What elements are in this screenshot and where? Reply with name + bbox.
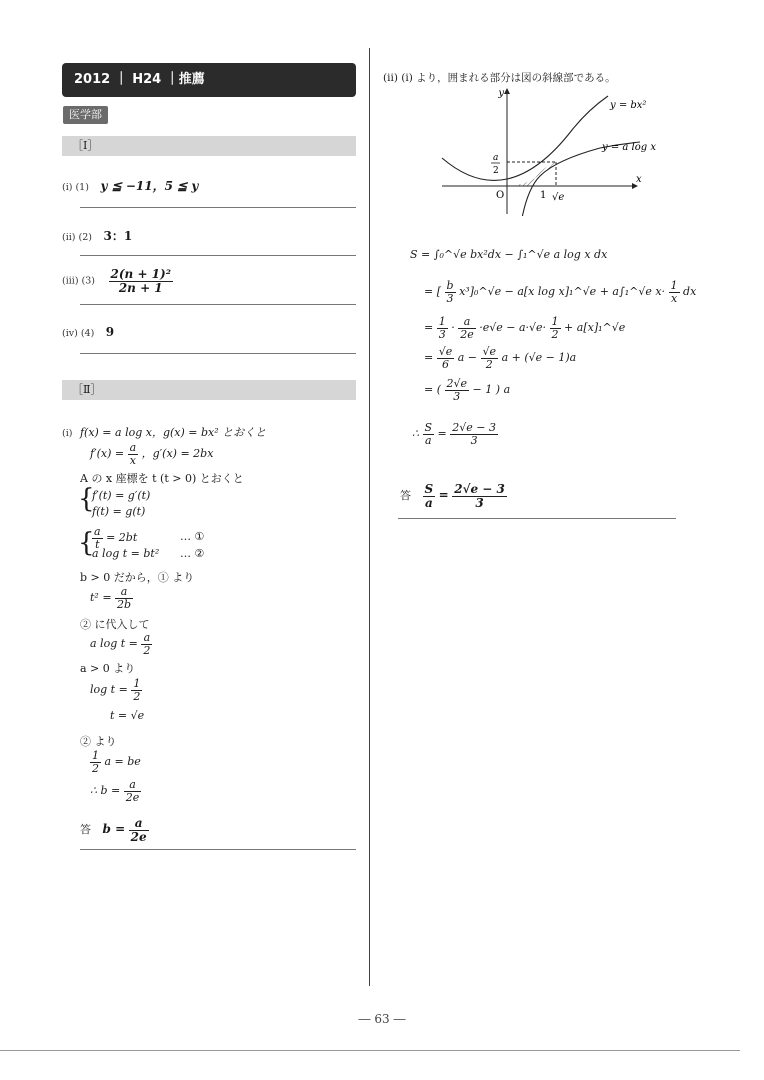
- solution-line-6: ② に代入して: [80, 618, 150, 631]
- fraction-numerator: 1: [92, 749, 99, 762]
- fraction-denominator: 2b: [117, 597, 132, 611]
- fraction-denominator: 6: [441, 357, 449, 371]
- y-tick-numerator: a: [493, 153, 499, 163]
- solution-line-3: A の x 座標を t (t > 0) とおくと: [80, 472, 244, 485]
- origin-label: O: [496, 190, 505, 201]
- hatched-region: [507, 162, 556, 186]
- math-text: + a[x]₁^√e: [564, 321, 626, 335]
- footer-rule: [0, 1050, 740, 1051]
- solution-line-13: [90, 779, 141, 803]
- math-text: f′(x) =: [90, 447, 125, 461]
- system-brace-1: {: [78, 484, 95, 514]
- calc-line-2: [424, 280, 696, 304]
- fraction-denominator: x: [129, 453, 136, 467]
- math-text: a: [503, 383, 511, 397]
- calc-line-5: = ( $\frac{2√e}{3}$ − 1 ) a: [424, 377, 511, 403]
- fraction-denominator: 2: [133, 689, 141, 703]
- fraction-numerator: √e: [482, 345, 497, 358]
- part-ii-intro: (ii) (i) より，囲まれる部分は図の斜線部である。: [383, 72, 616, 84]
- final-answer: [80, 817, 149, 843]
- fraction-numerator: 2√e − 3: [454, 482, 505, 496]
- y-axis-arrow: [504, 88, 510, 94]
- fraction-denominator: 2e: [460, 327, 474, 341]
- fraction-denominator: x: [670, 291, 678, 305]
- fraction-denominator: 2: [143, 643, 151, 657]
- math-text: f(x) = a log x，g(x) = bx² とおくと: [79, 426, 267, 439]
- answer-row-3: [62, 268, 173, 294]
- answer-label: (ii) (2): [62, 232, 92, 243]
- answer-label: (i) (1): [62, 182, 89, 193]
- fraction-denominator: 3: [475, 495, 484, 510]
- answer-mark: 答: [80, 823, 91, 837]
- x-axis-label: x: [636, 174, 642, 185]
- divider: [80, 255, 356, 256]
- solution-line-10: t = √e: [110, 709, 145, 722]
- faculty-badge: 医学部: [63, 106, 108, 124]
- final-answer-right: 答 $\frac{S}{a}$ = $\frac{2√e - 3}{3}$: [400, 482, 505, 510]
- fraction-numerator: 1: [670, 279, 678, 292]
- system-eq-1: f′(t) = g′(t): [92, 489, 151, 502]
- section-1-heading: ［Ⅰ］: [62, 136, 356, 156]
- divider: [80, 353, 356, 354]
- math-text: t² =: [90, 591, 112, 605]
- solution-line-9: [90, 678, 142, 702]
- page-number: ― 63 ―: [358, 1012, 406, 1026]
- math-text: b =: [102, 822, 126, 837]
- column-divider: [369, 48, 370, 986]
- fraction-denominator: 3: [438, 327, 446, 341]
- answer-value: 9: [105, 325, 115, 339]
- fraction-numerator: 2(n + 1)²: [110, 267, 171, 281]
- fraction-denominator: 2e: [130, 829, 147, 844]
- answer-row-1: [62, 177, 198, 194]
- divider: [80, 304, 356, 305]
- header-title-bar: 2012 ｜ H24 ｜推薦: [62, 63, 356, 97]
- math-text: ∴: [412, 427, 419, 441]
- solution-line-7: [90, 632, 152, 656]
- section-2-heading: ［Ⅱ］: [62, 380, 356, 400]
- y-axis-label: y: [498, 88, 504, 99]
- solution-line-2: [90, 442, 213, 466]
- graph-figure: [440, 86, 680, 216]
- math-text: dx: [683, 285, 697, 299]
- solution-line-11: ② より: [80, 735, 117, 748]
- fraction-numerator: a: [129, 441, 137, 454]
- math-text: = 2bt: [106, 531, 138, 545]
- curve2-label: y = a log x: [602, 142, 656, 153]
- fraction-numerator: 2√e − 3: [452, 421, 496, 434]
- fraction-numerator: a: [141, 632, 152, 645]
- answer-value: y ≦ −11，5 ≦ y: [100, 179, 199, 193]
- part-label: (i): [62, 428, 73, 439]
- math-text: x³]₀^√e − a[x log x]₁^√e + a∫₁^√e x·: [459, 285, 666, 299]
- fraction-numerator: 1: [551, 315, 559, 328]
- parabola-curve: [442, 96, 608, 180]
- fraction-numerator: 1: [438, 315, 446, 328]
- y-tick-denominator: 2: [493, 166, 499, 176]
- fraction-denominator: 2: [485, 357, 493, 371]
- math-text: a log t =: [90, 637, 138, 651]
- tick-one-label: 1: [540, 190, 547, 201]
- fraction-numerator: 1: [133, 677, 141, 690]
- log-curve: [522, 142, 640, 216]
- fraction-denominator: 2n + 1: [118, 280, 163, 295]
- fraction-numerator: S: [424, 482, 434, 496]
- fraction-numerator: 2√e: [446, 377, 468, 390]
- fraction-denominator: a: [424, 495, 433, 510]
- math-text: ∴ b =: [90, 784, 121, 798]
- equation-tag-2: … ②: [180, 547, 205, 560]
- fraction-denominator: 3: [453, 389, 461, 403]
- math-text: ·e√e − a·√e·: [479, 321, 547, 335]
- tick-sqrt-e-label: √e: [552, 192, 565, 203]
- answer-fraction: [109, 268, 173, 294]
- calc-line-1: S = ∫₀^√e bx²dx − ∫₁^√e a log x dx: [410, 248, 608, 261]
- answer-row-4: [62, 325, 114, 339]
- fraction-denominator: a: [424, 433, 432, 447]
- solution-line-4: b > 0 だから，① より: [80, 571, 195, 584]
- solution-line-12: [90, 750, 141, 774]
- solution-line-8: a > 0 より: [80, 662, 136, 675]
- fraction-numerator: √e: [438, 345, 453, 358]
- answer-mark: 答: [400, 489, 411, 503]
- answer-label: (iii) (3): [62, 275, 96, 287]
- solution-line-1: [62, 424, 266, 440]
- system-eq-2: f(t) = g(t): [92, 505, 146, 518]
- fraction-denominator: 3: [446, 291, 454, 305]
- fraction-numerator: b: [446, 279, 454, 292]
- divider: [80, 849, 356, 850]
- fraction-denominator: t: [95, 537, 100, 551]
- fraction-numerator: a: [458, 316, 476, 329]
- curve1-label: y = bx²: [610, 100, 647, 111]
- calc-line-4: = $\frac{√e}{6}$ a − $\frac{√e}{2}$ a + (√e − 1)a: [424, 345, 577, 371]
- math-text: = [: [424, 285, 442, 299]
- fraction-numerator: a: [129, 817, 149, 831]
- fraction-denominator: 3: [470, 433, 478, 447]
- fraction-denominator: 2: [92, 761, 99, 775]
- math-text: ，g′(x) = 2bx: [141, 447, 214, 461]
- math-text: a + (√e − 1)a: [501, 351, 577, 365]
- fraction-denominator: 2: [551, 327, 559, 341]
- divider: [398, 518, 676, 519]
- math-text: − 1: [472, 383, 493, 397]
- equation-tag-1: … ①: [180, 530, 205, 543]
- fraction-numerator: a: [115, 586, 133, 599]
- answer-row-2: [62, 227, 132, 244]
- fraction-denominator: 2e: [125, 790, 140, 804]
- system-eq-4: a log t = bt²: [92, 547, 160, 560]
- calc-line-6: ∴ $\frac{S}{a}$ = $\frac{2√e - 3}{3}$: [412, 421, 496, 447]
- fraction-numerator: a: [124, 779, 142, 792]
- math-text: a −: [457, 351, 478, 365]
- math-text: a = be: [104, 755, 141, 769]
- fraction-numerator: a: [94, 525, 101, 538]
- answer-value: 3：1: [103, 229, 133, 243]
- system-brace-2: {: [78, 528, 95, 558]
- divider: [80, 207, 356, 208]
- fraction-numerator: S: [424, 421, 433, 434]
- answer-label: (iv) (4): [62, 328, 95, 339]
- solution-line-5: [90, 586, 133, 610]
- calc-line-3: = $\frac{1}{3}$ · $\frac{a}{2e}$ ·e√e − a·√e· $\frac{1}{2}$ + a[x]₁^√e: [424, 315, 626, 341]
- math-text: log t =: [90, 683, 128, 697]
